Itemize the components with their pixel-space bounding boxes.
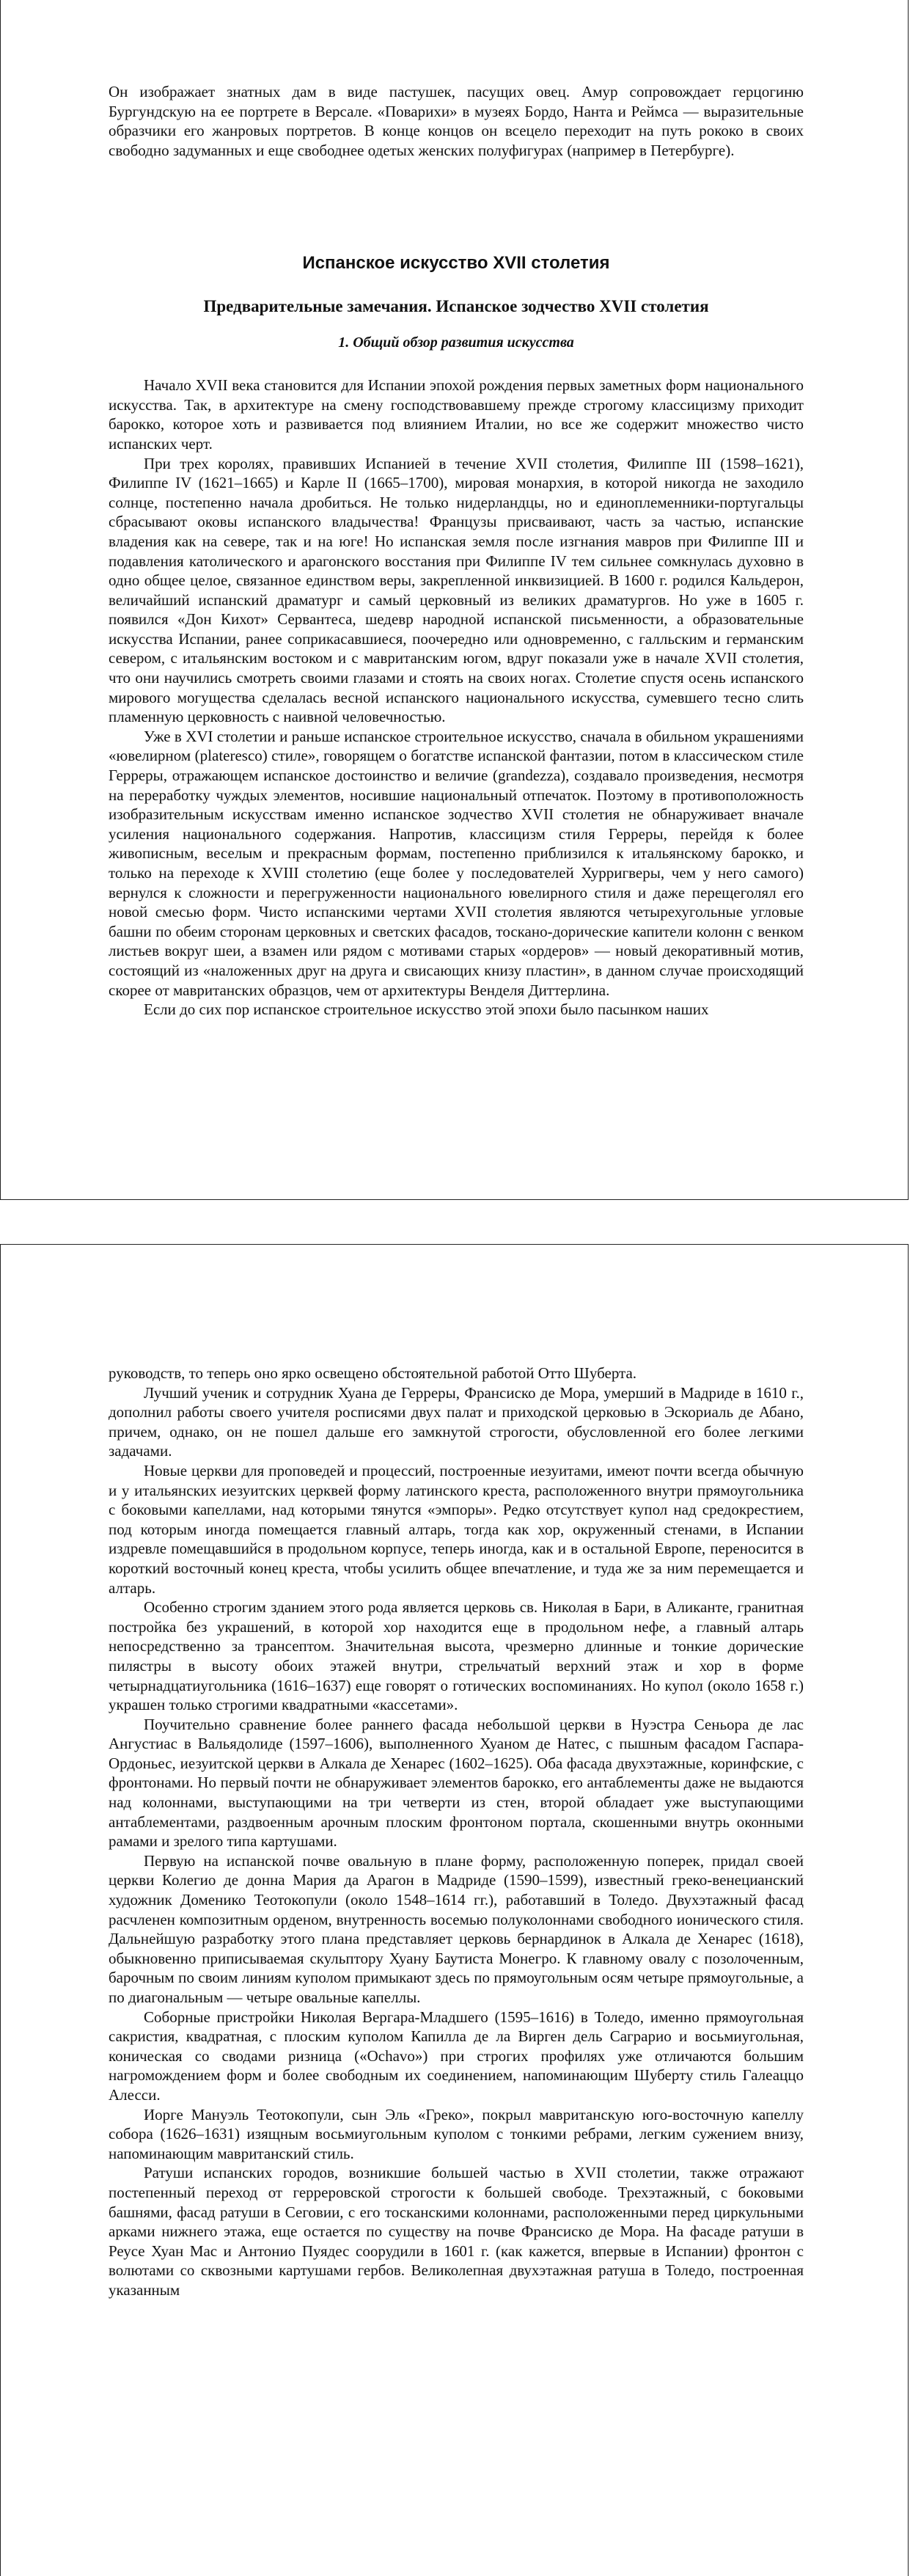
body-paragraph: Иорге Мануэль Теотокопули, сын Эль «Греко», покрыл мавританскую юго-восточную капеллу собора (1626–1631) изящным восьмиугольным куполом с тонкими ребрами, легким сужением внизу, напоминающим мавританский стиль. [109,2105,804,2162]
continuation-paragraph: руководств, то теперь оно ярко освещено обстоятельной работой Отто Шуберта. [109,1364,637,1382]
body-paragraph: Особенно строгим зданием этого рода является церковь св. Николая в Бари, в Аликанте, гранитная постройка без украшений, в которой хор находится еще в продольном нефе, а главный алтарь непосредственно за трансептом. Значительная высота, чрезмерно длинные и тонкие дорические пилястры в высоту обоих этажей внутри, стрельчатый верхний этаж и хор в форме четырнадцатиугольника (1616–1637) еще говорят о готических воспоминаниях. Но купол (около 1658 г.) украшен только строгими квадратными «кассетами». [109,1598,804,1714]
body-paragraph: Поучительно сравнение более раннего фасада небольшой церкви в Нуэстра Сеньора де лас Ангустиас в Вальядолиде (1597–1606), выполненного Хуаном де Натес, с пышным фасадом Гаспара-Ордоньес, иезуитской церкви в Алкала де Хенарес (1602–1625). Оба фасада двухэтажные, коринфские, с фронтонами. Но первый почти не обнаруживает элементов барокко, его антаблементы даже не выдаются над колоннами, выступающими на три четверти из стен, второй обладает уже выступающими антаблементами, раздвоенным арочным плоским фронтоном портала, скошенными внутрь оконными рамами и зрелого типа картушами. [109,1715,804,1851]
body-paragraph: Лучший ученик и сотрудник Хуана де Герреры, Франсиско де Мора, умерший в Мадриде в 1610 г., дополнил работы своего учителя росписями двух палат и приходской церковью в Эскориаль де Абано, причем, однако, он не пошел дальше его замкнутой строгости, обусловленной его более легкими задачами. [109,1383,804,1460]
body-paragraph: Соборные пристройки Николая Вергара-Младшего (1595–1616) в Толедо, именно прямоугольная сакристия, квадратная, с плоским куполом Капилла де ла Вирген дель Саграрио и восьмиугольная, коническая со сводами ризница («Ochavo») при строгих профилях уже отличаются большим нагромождением форм и более свободным их соединением, напоминающим Шуберту стиль Галеаццо Алесси. [109,2008,804,2104]
body-paragraph: При трех королях, правивших Испанией в течение XVII столетия, Филиппе III (1598–1621), Филиппе IV (1621–1665) и Карле II (1665–1700), мировая монархия, в которой никогда не заходило солнце, постепенно начала дробиться. Не только нидерландцы, но и единоплеменники-португальцы сбрасывают оковы испанского владычества! Французы присваивают, часть за частью, испанские владения как на севере, так и на юге! Но испанская земля после изгнания мавров при Филиппе III и подавления католического и арагонского восстания при Филиппе IV тем сильнее сомкнулась духовно в одно общее целое, связанное единством веры, закрепленной инквизицией. В 1600 г. родился Кальдерон, величайший испанский драматург и самый церковный из великих драматургов. Но уже в 1605 г. появился «Дон Кихот» Сервантеса, шедевр народной испанской письменности, а образовательные искусства Испании, ранее соприкасавшиеся, поочередно или одновременно, с галльским и германским севером, с итальянским востоком и с мавританским югом, вдруг показали уже в начале XVII столетия, что они научились смотреть своими глазами и стоять на своих ногах. Столетие спустя осень испанского мирового могущества сделалась весной испанского национального искусства, сумевшего тесно слить пламенную церковность с наивной человечностью. [109,454,804,726]
body-paragraph: Начало XVII века становится для Испании эпохой рождения первых заметных форм национального искусства. Так, в архитектуре на смену господствовавшему прежде строгому классицизму приходит барокко, которое хоть и развивается под влиянием Италии, но все же содержит множество чисто испанских черт. [109,376,804,453]
page-1-content [109,82,804,1020]
page-sheet-2 [0,1244,909,2576]
chapter-subtitle: Предварительные замечания. Испанское зодчество XVII столетия [203,296,709,315]
body-paragraph: Уже в XVI столетии и раньше испанское строительное искусство, сначала в обильном украшениями «ювелирном (plateresco) стиле», говорящем о богатстве испанской фантазии, потом в классическом стиле Герреры, отражающем испанское достоинство и величие (grandezza), создавало произведения, несмотря на переработку чуждых элементов, носившие национальный отпечаток. Поэтому в противоположность изобразительным искусствам именно испанское зодчество XVII столетия не обнаруживает вначале усиления национального содержания. Напротив, классицизм стиля Герреры, перейдя к более живописным, веселым и прекрасным формам, постепенно приблизился к итальянскому барокко, и только на переходе к XVIII столетию (еще более у последователей Хурригверы, чем у него самого) вернулся к сложности и перегруженности национального ювелирного стиля и даже перещеголял его новой смесью форм. Чисто испанскими чертами XVII столетия являются четырехугольные угловые башни по обеим сторонам церковных и светских фасадов, тоскано-дорические капители колонн с венком листьев вокруг шеи, а взамен или рядом с мотивами старых «ордеров» — новый декоративный мотив, состоящий из «наложенных друг на друга и свисающих книзу пластин», в данном случае происходящий скорее от мавританских образцов, чем от архитектуры Венделя Диттерлина. [109,727,804,999]
page-2-content [109,1364,804,2300]
page-gap [0,1200,910,1244]
body-paragraph: Ратуши испанских городов, возникшие большей частью в XVII столетии, также отражают постепенный переход от герреровской строгости к большей свободе. Трехэтажный, с боковыми башнями, фасад ратуши в Сеговии, с его тосканскими колоннами, расположенными перед циркульными арками нижнего этажа, еще остается по существу на почве Франсиско де Мора. На фасаде ратуши в Реусе Хуан Мас и Антонио Пуядес соорудили в 1601 г. (как кажется, впервые в Испании) фронтон с волютами со сквозными картушами гербов. Великолепная двухэтажная ратуша в Толедо, построенная указанным [109,2164,804,2299]
intro-paragraph: Он изображает знатных дам в виде пастушек, пасущих овец. Амур сопровождает герцогиню Бургундскую на ее портрете в Версале. «Поварихи» в музеях Бордо, Нанта и Реймса — выразительные образчики его жанровых портретов. В конце концов он всецело переходит на путь рококо в своих свободно задуманных и еще свободнее одетых женских полуфигурах (например в Петербурге). [109,83,804,159]
chapter-title: Испанское искусство XVII столетия [302,253,610,274]
body-paragraph: Новые церкви для проповедей и процессий, построенные иезуитами, имеют почти всегда обычную и у итальянских иезуитских церквей форму латинского креста, расположенного внутри прямоугольника с боковыми капеллами, над которыми тянутся «эмпоры». Редко отсутствует купол над средокрестием, под которым иногда помещается главный алтарь, тогда как хор, окруженный стенами, в Испании издревле помещавшийся в продольном корпусе, теперь иногда, как и в остальной Европе, переносится в короткий восточный конец креста, чтобы усилить общее впечатление, и туда же за ним перемещается и алтарь. [109,1461,804,1597]
page-sheet-1 [0,0,909,1200]
section-heading: 1. Общий обзор развития искусства [338,334,574,351]
body-paragraph: Если до сих пор испанское строительное искусство этой эпохи было пасынком наших [144,1000,709,1019]
body-paragraph: Первую на испанской почве овальную в плане форму, расположенную поперек, придал своей церкви Колегио де донна Мария да Арагон в Мадриде (1590–1599), известный греко-венецианский художник Доменико Теотокопули (около 1548–1614 гг.), работавший в Толедо. Двухэтажный фасад расчленен композитным орденом, внутренность восемью полуколоннами свободного ионического стиля. Дальнейшую разработку этого плана представляет церковь бернардинок в Алкала де Хенарес (1618), обыкновенно приписываемая скульптору Хуану Баутиста Монегро. К главному овалу с позолоченным, барочным по своим линиям куполом примыкают здесь по прямоугольным осям четыре прямоугольные, а по диагональным — четыре овальные капеллы. [109,1851,804,2006]
